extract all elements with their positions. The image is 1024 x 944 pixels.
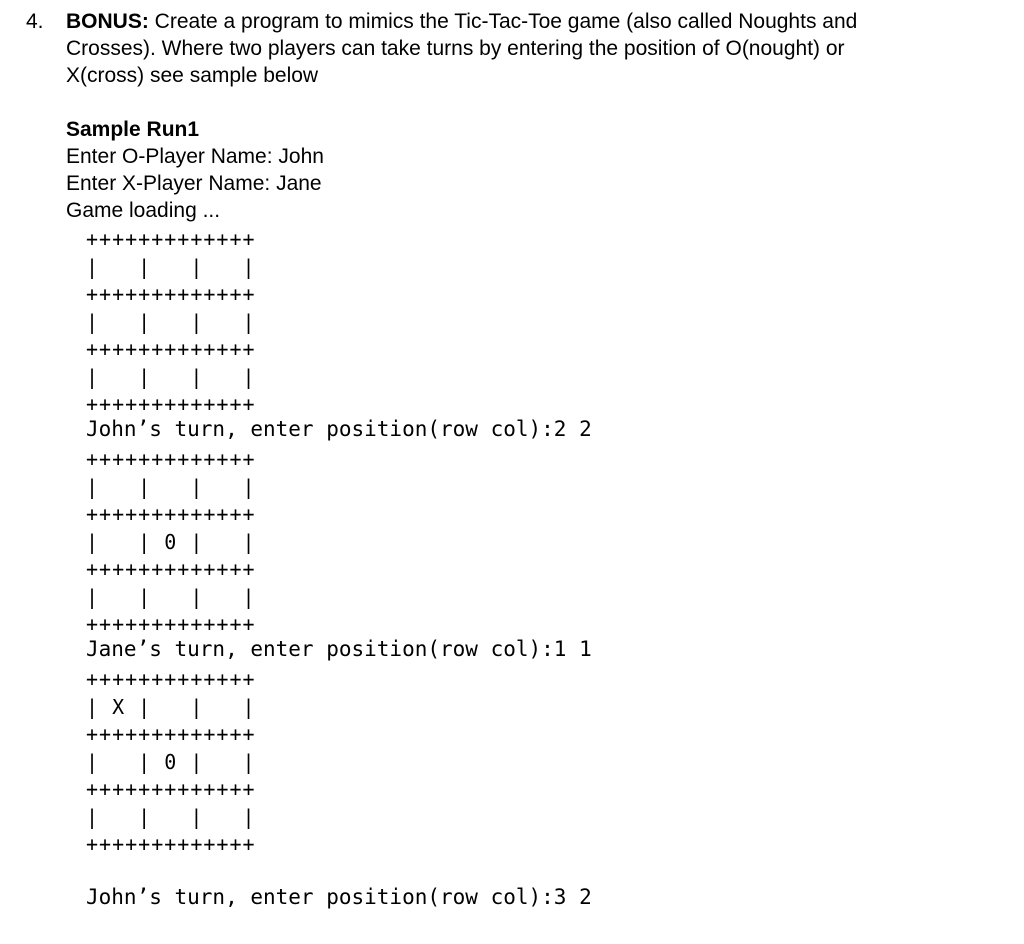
board3-row: | | | | [86, 805, 256, 829]
game-loading-line: Game loading ... [66, 199, 221, 222]
question-number: 4. [26, 10, 44, 33]
board1-row: +++++++++++++ [86, 392, 256, 416]
board3-row: +++++++++++++ [86, 777, 256, 801]
board3-row: +++++++++++++ [86, 667, 256, 691]
board3-row: | | 0 | | [86, 750, 256, 774]
bonus-label: BONUS: [66, 10, 149, 33]
question-text [66, 8, 996, 89]
board2-row: | | | | [86, 585, 256, 609]
sample-run-title: Sample Run1 [66, 118, 200, 141]
board2-row: +++++++++++++ [86, 612, 256, 636]
turn-prompt-2: Jane’s turn, enter position(row col):1 1 [86, 637, 592, 661]
turn-prompt-3: John’s turn, enter position(row col):3 2 [86, 885, 592, 909]
question-line-3: X(cross) see sample below [66, 64, 319, 87]
board2-row: | | | | [86, 475, 256, 499]
question-line-1: Create a program to mimics the Tic-Tac-Toe game (also called Noughts and [148, 10, 858, 33]
o-player-line: Enter O-Player Name: John [66, 145, 324, 168]
board1-row: +++++++++++++ [86, 337, 256, 361]
board3-row: +++++++++++++ [86, 832, 256, 856]
board1-row: +++++++++++++ [86, 227, 256, 251]
board3-row: | X | | | [86, 695, 256, 719]
board2-row: +++++++++++++ [86, 557, 256, 581]
board1-row: | | | | [86, 365, 256, 389]
board1-row: +++++++++++++ [86, 282, 256, 306]
question-line-2: Crosses). Where two players can take turns by entering the position of O(nought) or [66, 37, 845, 60]
board2-row: | | 0 | | [86, 530, 256, 554]
board2-row: +++++++++++++ [86, 502, 256, 526]
x-player-line: Enter X-Player Name: Jane [66, 172, 322, 195]
board2-row: +++++++++++++ [86, 447, 256, 471]
board1-row: | | | | [86, 255, 256, 279]
board3-row: +++++++++++++ [86, 722, 256, 746]
turn-prompt-1: John’s turn, enter position(row col):2 2 [86, 417, 592, 441]
board1-row: | | | | [86, 310, 256, 334]
